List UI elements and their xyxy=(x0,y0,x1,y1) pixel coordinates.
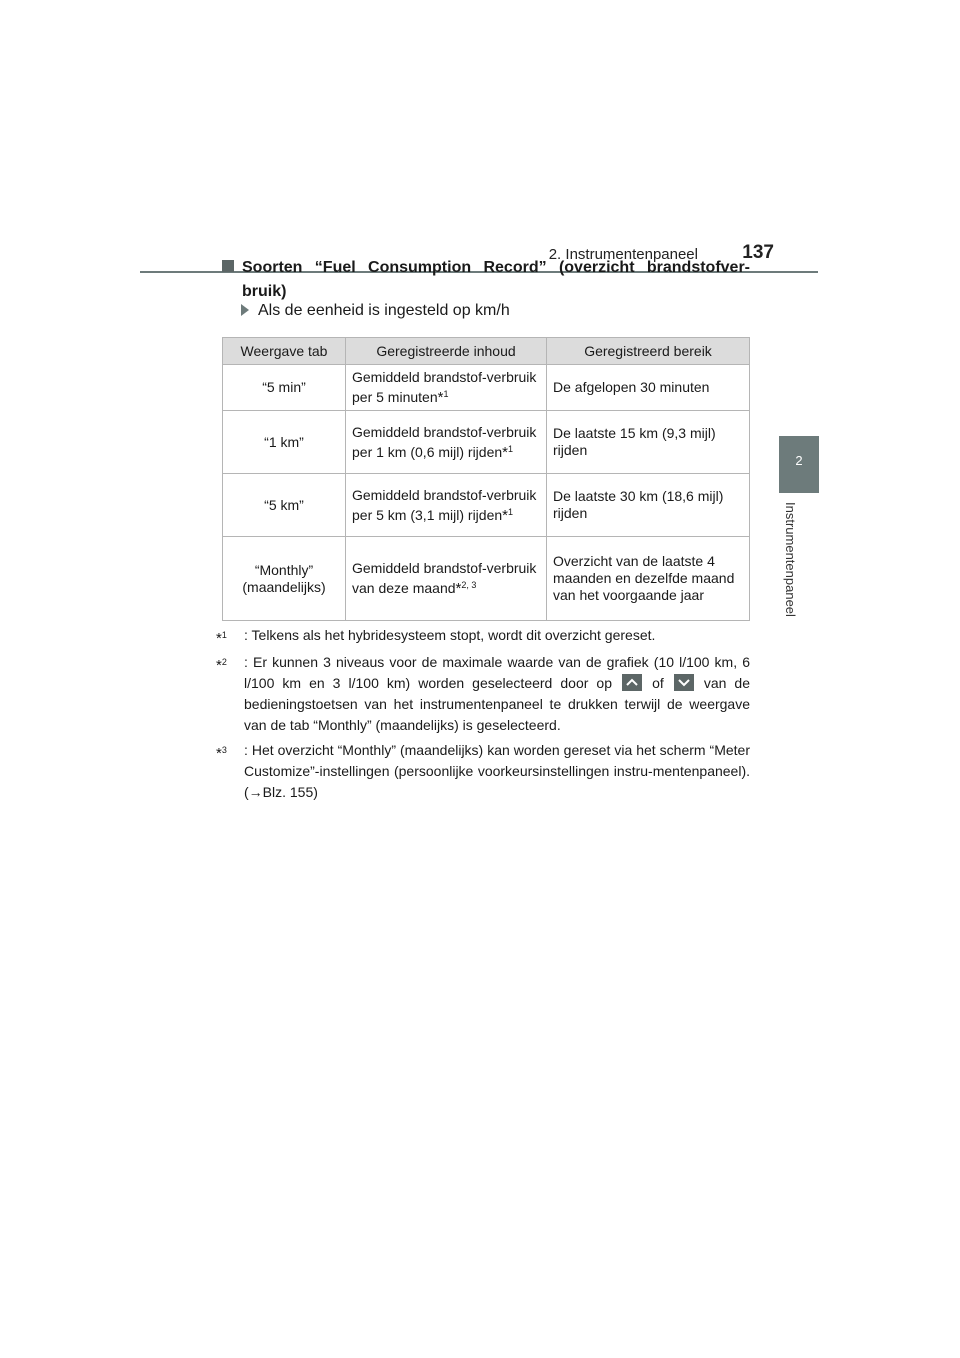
table-row xyxy=(223,474,750,537)
footnote-marker: *$^1$ xyxy=(216,630,227,647)
footnote-2 xyxy=(216,652,750,736)
table-cell-content: Gemiddeld brandstof-verbruik per 5 km (3,1 mijl) rijden*$^1$ xyxy=(346,474,547,537)
table-cell-range: De afgelopen 30 minuten xyxy=(547,365,750,411)
table-cell-content: Gemiddeld brandstof-verbruik per 5 minuten*$^1$ xyxy=(346,365,547,411)
footnote-text: : Er kunnen 3 niveaus voor de maximale waarde van de grafiek (10 l/100 km, 6 l/100 km en 3 l/100 km) worden geselecteerd door op of van de bedieningstoetsen van het instrumentenpaneel te drukken terwijl de weergave van de tab “Monthly” (maandelijks) is geselecteerd. xyxy=(244,654,750,733)
chapter-label: Instrumentenpaneel xyxy=(783,502,798,617)
table-cell-range: De laatste 15 km (9,3 mijl) rijden xyxy=(547,411,750,474)
table-cell-range: Overzicht van de laatste 4 maanden en dezelfde maand van het voorgaande jaar xyxy=(547,537,750,621)
table-cell-content: Gemiddeld brandstof-verbruik van deze maand*$^{2, 3}$ xyxy=(346,537,547,621)
footnote-text: : Telkens als het hybridesysteem stopt, wordt dit overzicht gereset. xyxy=(244,627,656,643)
section-heading xyxy=(222,256,750,304)
chevron-up-icon xyxy=(622,674,642,691)
section-heading-text: Soorten “Fuel Consumption Record” (overzicht brandstofver-bruik) xyxy=(242,259,750,300)
table-header-cell: Geregistreerd bereik xyxy=(547,338,750,365)
footnote-text: : Het overzicht “Monthly” (maandelijks) kan worden gereset via het scherm “Meter Customize”-instellingen (persoonlijke voorkeursinstellingen instru-mentenpaneel). (→Blz. 155) xyxy=(244,742,750,800)
table-cell-content: Gemiddeld brandstof-verbruik per 1 km (0,6 mijl) rijden*$^1$ xyxy=(346,411,547,474)
table-header-row xyxy=(223,338,750,365)
table-header-cell: Weergave tab xyxy=(223,338,346,365)
footnote-marker: *$^3$ xyxy=(216,745,227,762)
table-row xyxy=(223,537,750,621)
chapter-tab xyxy=(779,436,819,493)
chevron-down-icon xyxy=(674,674,694,691)
table-cell-tab: “1 km” xyxy=(223,411,346,474)
table-row xyxy=(223,365,750,411)
square-bullet-icon xyxy=(222,260,234,272)
table-header-cell: Geregistreerde inhoud xyxy=(346,338,547,365)
page-number: 137 xyxy=(742,242,774,263)
subheading xyxy=(241,302,510,320)
footnote-marker: *$^2$ xyxy=(216,657,227,674)
table-cell-tab: “5 km” xyxy=(223,474,346,537)
table-cell-tab: “5 min” xyxy=(223,365,346,411)
table-cell-range: De laatste 30 km (18,6 mijl) rijden xyxy=(547,474,750,537)
table-row xyxy=(223,411,750,474)
chapter-side-label xyxy=(782,502,802,652)
table-cell-tab: “Monthly” (maandelijks) xyxy=(223,537,346,621)
section-header: 2. Instrumentenpaneel xyxy=(548,246,698,263)
triangle-bullet-icon xyxy=(241,304,249,316)
subheading-text: Als de eenheid is ingesteld op km/h xyxy=(258,302,510,319)
chapter-number: 2 xyxy=(795,453,803,468)
fuel-record-table xyxy=(222,337,750,621)
footnote-1 xyxy=(216,625,750,646)
footnote-3 xyxy=(216,740,750,803)
